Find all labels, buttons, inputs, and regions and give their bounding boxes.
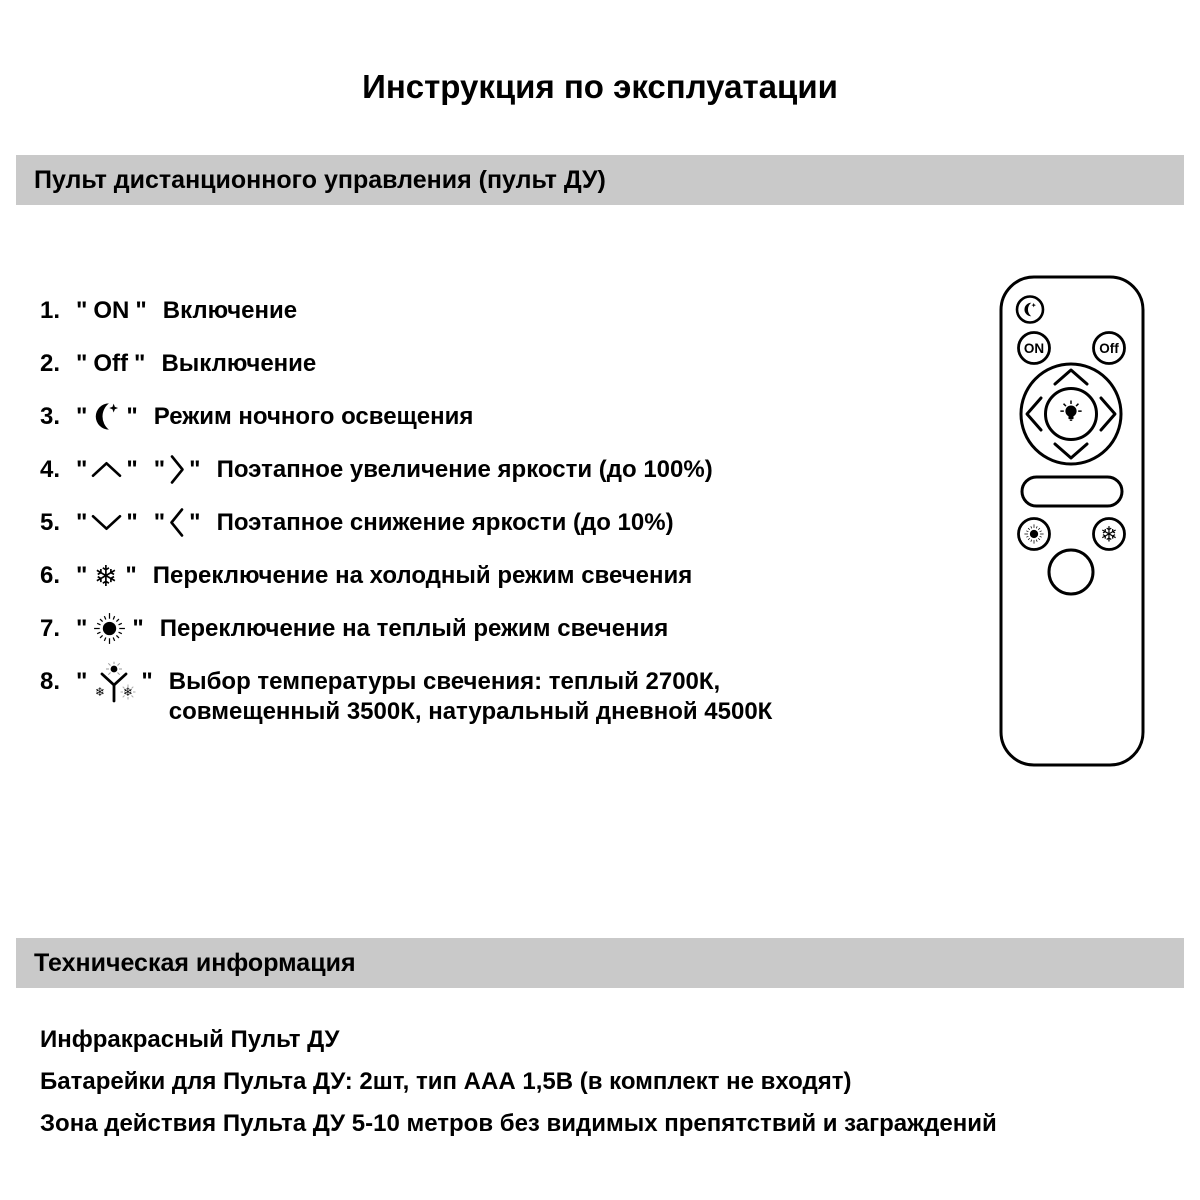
snowflake-icon bbox=[1100, 521, 1118, 546]
snowflake-icon bbox=[91, 561, 121, 591]
technical-info bbox=[40, 1026, 997, 1152]
cold-mode-button bbox=[1094, 519, 1125, 550]
quote-mark: " bbox=[189, 455, 201, 483]
item-number: 1. bbox=[40, 296, 61, 324]
item-text-line2: совмещенный 3500К, натуральный дневной 4500К bbox=[168, 698, 773, 725]
quote-mark: " bbox=[76, 668, 88, 695]
quote-mark: " bbox=[126, 455, 138, 483]
item-text: Переключение на холодный режим свечения bbox=[152, 561, 693, 589]
quote-mark: " bbox=[134, 349, 146, 377]
instruction-list bbox=[40, 284, 772, 727]
item-number: 5. bbox=[40, 508, 61, 536]
quote-mark: " bbox=[76, 508, 88, 536]
list-item-off bbox=[40, 337, 772, 390]
item-text bbox=[169, 667, 773, 727]
list-item-brightness-up bbox=[40, 443, 772, 496]
chevron-left-icon bbox=[169, 507, 185, 538]
quote-mark: " bbox=[76, 349, 88, 377]
off-button-label: Off bbox=[1099, 341, 1119, 356]
item-text: Режим ночного освещения bbox=[153, 402, 474, 430]
list-item-cold-mode bbox=[40, 549, 772, 602]
off-label: Off bbox=[93, 349, 129, 377]
item-text: Выключение bbox=[161, 349, 317, 377]
chevron-down-icon bbox=[91, 513, 122, 532]
item-number: 3. bbox=[40, 402, 61, 430]
on-label: ON bbox=[93, 296, 130, 324]
quote-mark: " bbox=[132, 614, 144, 642]
pill-button bbox=[1022, 477, 1122, 506]
item-number: 8. bbox=[40, 668, 61, 695]
quote-mark: " bbox=[125, 561, 137, 589]
item-text: Переключение на теплый режим свечения bbox=[159, 614, 669, 642]
section-header-technical-label: Техническая информация bbox=[34, 948, 356, 977]
quote-mark: " bbox=[76, 402, 88, 430]
section-header-technical bbox=[16, 938, 1184, 988]
chevron-right-icon bbox=[169, 454, 185, 485]
item-number: 4. bbox=[40, 455, 61, 483]
page-title: Инструкция по эксплуатации bbox=[362, 68, 838, 105]
quote-mark: " bbox=[76, 455, 88, 483]
remote-control-drawing bbox=[999, 275, 1145, 768]
item-text: Поэтапное увеличение яркости (до 100%) bbox=[216, 455, 713, 483]
list-item-brightness-down bbox=[40, 496, 772, 549]
quote-mark: " bbox=[76, 614, 88, 642]
warm-mode-button bbox=[1019, 519, 1050, 550]
quote-mark: " bbox=[153, 508, 166, 536]
sun-icon bbox=[91, 610, 128, 647]
list-item-on bbox=[40, 284, 772, 337]
tech-line-batteries: Батарейки для Пульта ДУ: 2шт, тип ААА 1,5В (в комплект не входят) bbox=[40, 1068, 852, 1095]
quote-mark: " bbox=[76, 561, 88, 589]
color-temperature-icon bbox=[91, 661, 137, 705]
remote-control-illustration bbox=[999, 275, 1145, 768]
tech-line-range: Зона действия Пульта ДУ 5-10 метров без видимых препятствий и заграждений bbox=[40, 1110, 997, 1137]
night-mode-button bbox=[1017, 297, 1043, 323]
round-button bbox=[1049, 550, 1093, 594]
dpad-control bbox=[1021, 364, 1121, 464]
list-item-color-temperature bbox=[40, 655, 772, 727]
item-text: Включение bbox=[162, 296, 298, 324]
quote-mark: " bbox=[126, 402, 138, 430]
off-button bbox=[1094, 333, 1125, 364]
item-text: Поэтапное снижение яркости (до 10%) bbox=[216, 508, 674, 536]
quote-mark: " bbox=[135, 296, 147, 324]
quote-mark: " bbox=[153, 455, 166, 483]
chevron-up-icon bbox=[91, 460, 122, 479]
list-item-warm-mode bbox=[40, 602, 772, 655]
item-number: 7. bbox=[40, 614, 61, 642]
list-item-night-mode bbox=[40, 390, 772, 443]
moon-icon bbox=[91, 401, 122, 432]
quote-mark: " bbox=[189, 508, 201, 536]
item-number: 6. bbox=[40, 561, 61, 589]
section-header-remote bbox=[16, 155, 1184, 205]
tech-line-ir-remote: Инфракрасный Пульт ДУ bbox=[40, 1026, 340, 1053]
on-button-label: ON bbox=[1023, 341, 1045, 356]
section-header-remote-label: Пульт дистанционного управления (пульт ДУ) bbox=[34, 165, 606, 194]
item-text-line1: Выбор температуры свечения: теплый 2700К, bbox=[168, 668, 721, 695]
on-button bbox=[1019, 333, 1050, 364]
quote-mark: " bbox=[126, 508, 138, 536]
quote-mark: " bbox=[141, 668, 153, 695]
quote-mark: " bbox=[76, 296, 88, 324]
item-number: 2. bbox=[40, 349, 61, 377]
